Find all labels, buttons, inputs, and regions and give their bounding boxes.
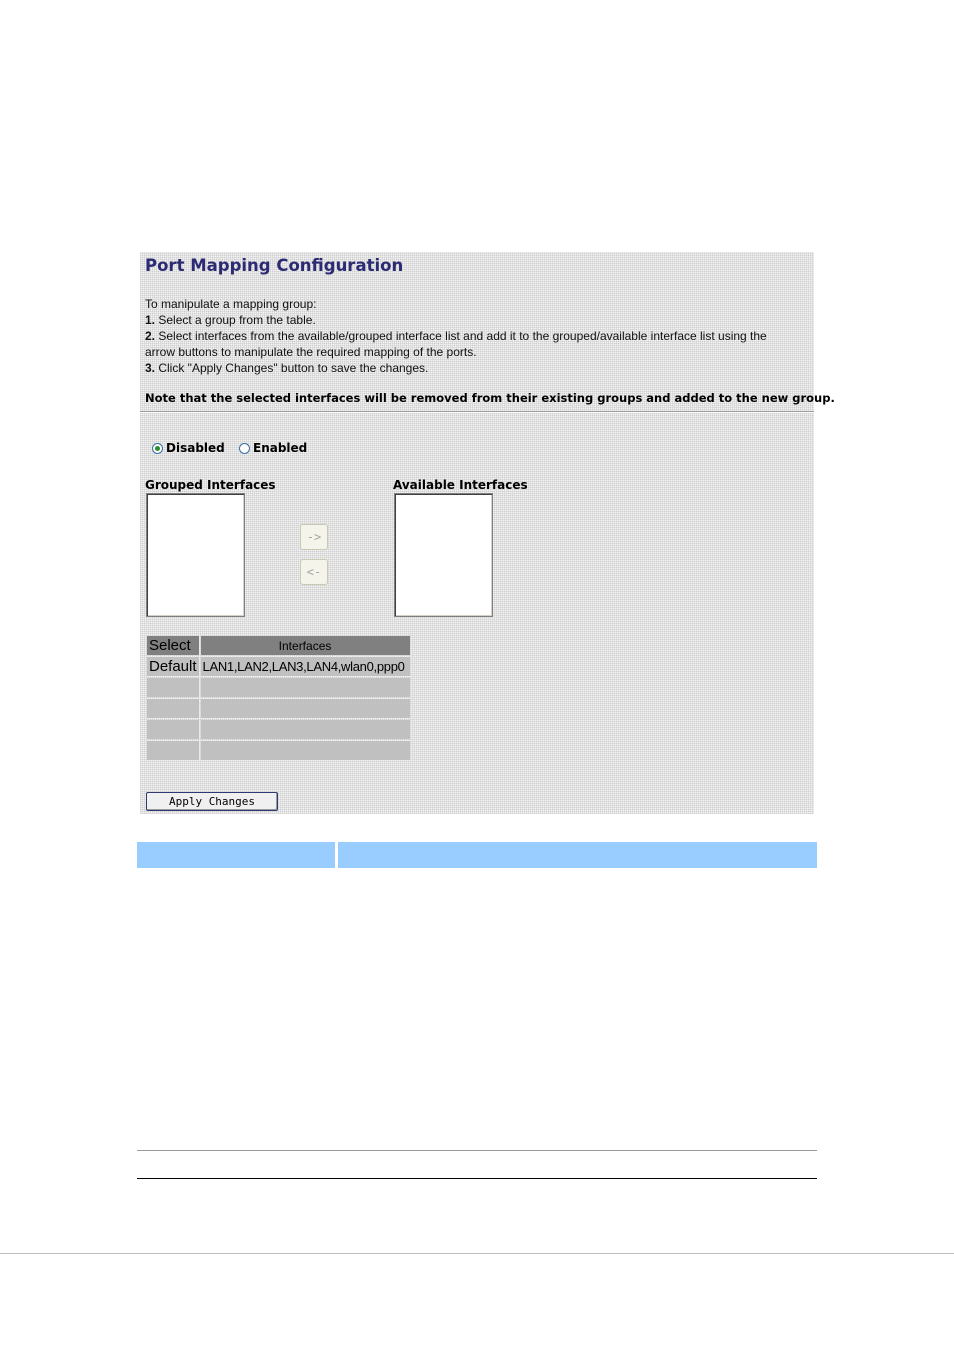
row-interfaces-cell xyxy=(201,699,410,718)
radio-disabled-option[interactable] xyxy=(152,441,225,455)
table-row[interactable] xyxy=(147,699,410,718)
step-1-number: 1. xyxy=(145,313,156,327)
instruction-step-2-continued: arrow buttons to manipulate the required mapping of the ports. xyxy=(145,345,477,359)
instructions-intro: To manipulate a mapping group: xyxy=(145,297,317,311)
footer-rule-bottom xyxy=(137,1178,817,1179)
page-title: Port Mapping Configuration xyxy=(145,256,404,275)
radio-enabled-label: Enabled xyxy=(253,441,308,455)
table-row[interactable] xyxy=(147,720,410,739)
note-text: Note that the selected interfaces will be removed from their existing groups and added to the new group. xyxy=(145,391,835,405)
remove-arrow-button[interactable]: <- xyxy=(300,559,328,585)
radio-selected-dot xyxy=(155,446,160,451)
table-row[interactable] xyxy=(147,678,410,697)
apply-changes-button[interactable]: Apply Changes xyxy=(146,792,278,811)
radio-enabled-option[interactable] xyxy=(239,441,307,455)
divider xyxy=(140,411,814,413)
header-select: Select xyxy=(147,636,199,655)
instruction-step-3 xyxy=(145,360,428,376)
row-select-cell[interactable] xyxy=(147,741,199,760)
row-select-cell[interactable] xyxy=(147,699,199,718)
description-header-left xyxy=(137,842,335,868)
instruction-step-2 xyxy=(145,328,767,344)
row-interfaces-cell: LAN1,LAN2,LAN3,LAN4,wlan0,ppp0 xyxy=(201,657,410,676)
mapping-table xyxy=(145,634,412,762)
row-interfaces-cell xyxy=(201,741,410,760)
radio-disabled-label: Disabled xyxy=(166,441,225,455)
radio-disabled[interactable] xyxy=(152,443,163,454)
step-2-number: 2. xyxy=(145,329,156,343)
description-header-right xyxy=(338,842,817,868)
available-interfaces-list[interactable] xyxy=(394,493,493,617)
table-header-row xyxy=(147,636,410,655)
page-bottom-rule xyxy=(0,1253,954,1254)
available-interfaces-label: Available Interfaces xyxy=(393,478,528,492)
row-select-cell[interactable]: Default xyxy=(149,658,197,675)
row-select-cell[interactable] xyxy=(147,720,199,739)
instruction-step-1 xyxy=(145,312,316,328)
footer-rule-top xyxy=(137,1150,817,1151)
table-row[interactable] xyxy=(147,657,410,676)
grouped-interfaces-list[interactable] xyxy=(146,493,245,617)
row-select-cell[interactable] xyxy=(147,678,199,697)
radio-enabled[interactable] xyxy=(239,443,250,454)
add-arrow-button[interactable]: -> xyxy=(300,524,328,550)
row-interfaces-cell xyxy=(201,678,410,697)
row-interfaces-cell xyxy=(201,720,410,739)
header-interfaces: Interfaces xyxy=(201,636,410,655)
step-3-text: Click "Apply Changes" button to save the changes. xyxy=(155,361,429,375)
grouped-interfaces-label: Grouped Interfaces xyxy=(145,478,276,492)
step-1-text: Select a group from the table. xyxy=(155,313,316,327)
step-3-number: 3. xyxy=(145,361,156,375)
step-2-text: Select interfaces from the available/grouped interface list and add it to the grouped/available interface list using the xyxy=(155,329,767,343)
table-row[interactable] xyxy=(147,741,410,760)
